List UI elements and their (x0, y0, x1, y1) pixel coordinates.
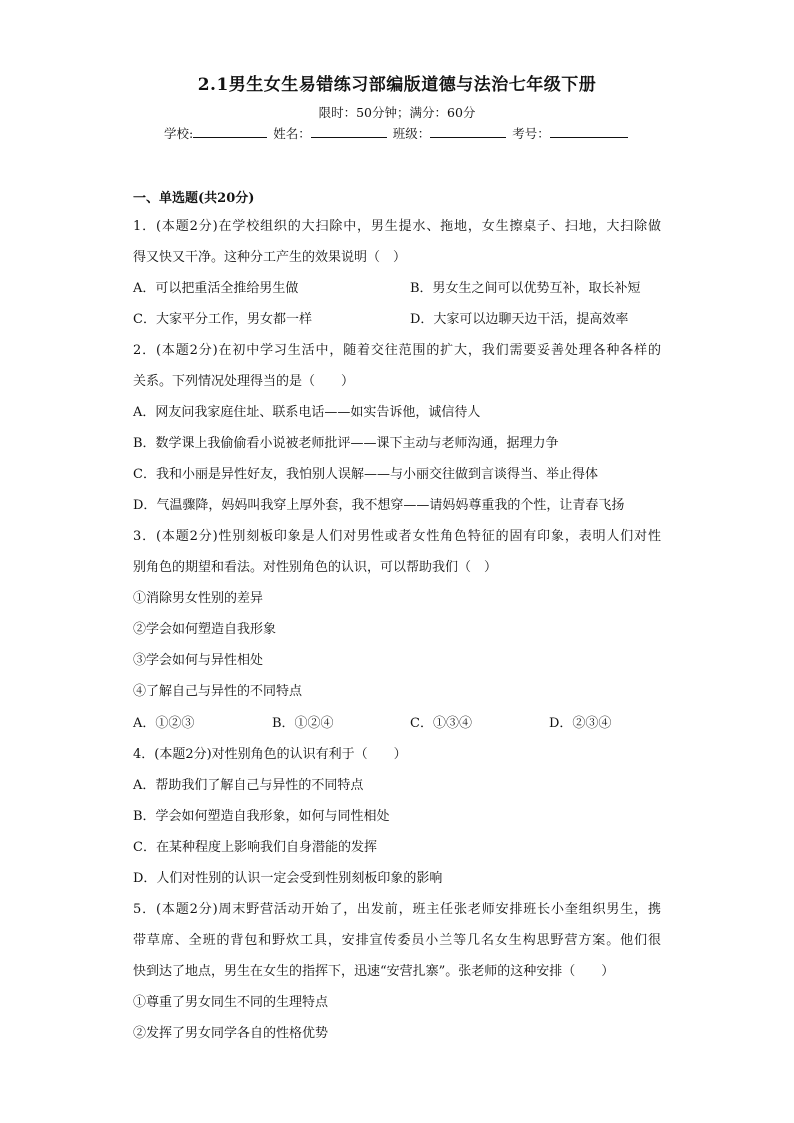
q1-option-c[interactable]: C．大家平分工作，男女都一样 (133, 312, 312, 327)
q1-option-a[interactable]: A．可以把重活全推给男生做 (133, 281, 299, 296)
q5-stem-line1: 5．(本题2分)周末野营活动开始了，出发前，班主任张老师安排班长小奎组织男生，携 (133, 902, 661, 917)
q5-item-2: ②发挥了男女同学各自的性格优势 (133, 1026, 329, 1041)
student-info-row (164, 124, 630, 142)
q3-stem-line1: 3．(本题2分)性别刻板印象是人们对男性或者女性角色特征的固有印象，表明人们对性 (133, 529, 661, 544)
q3-option-c[interactable]: C．①③④ (410, 716, 472, 731)
exam-number-blank[interactable] (550, 124, 628, 138)
q3-option-d[interactable]: D．②③④ (549, 716, 612, 731)
q5-stem-line3: 快到达了地点，男生在女生的指挥下，迅速“安营扎寨”。张老师的这种安排（ ） (133, 964, 615, 979)
q2-stem-line1: 2．(本题2分)在初中学习生活中，随着交往范围的扩大，我们需要妥善处理各种各样的 (133, 343, 661, 358)
exam-number-label: 考号： (512, 126, 550, 141)
q4-option-b[interactable]: B．学会如何塑造自我形象，如何与同性相处 (133, 809, 390, 824)
school-label: 学校: (164, 126, 194, 141)
q3-item-1: ①消除男女性别的差异 (133, 591, 264, 606)
q3-option-a[interactable]: A．①②③ (133, 716, 195, 731)
section-heading: 一、单选题(共20分) (133, 191, 255, 206)
time-score-info: 限时：50分钟；满分：60分 (318, 105, 476, 120)
class-label: 班级： (392, 126, 431, 141)
q3-stem-line2: 别角色的期望和看法。对性别角色的认识，可以帮助我们（ ） (133, 560, 498, 575)
q1-option-b[interactable]: B．男女生之间可以优势互补，取长补短 (410, 281, 641, 296)
school-blank[interactable] (193, 124, 267, 138)
q3-item-3: ③学会如何与异性相处 (133, 653, 264, 668)
q5-stem-line2: 带草席、全班的背包和野炊工具，安排宣传委员小兰等几名女生构思野营方案。他们很 (133, 933, 661, 948)
q2-option-d[interactable]: D．气温骤降，妈妈叫我穿上厚外套，我不想穿——请妈妈尊重我的个性，让青春飞扬 (133, 498, 625, 513)
page-title: 2.1男生女生易错练习部编版道德与法治七年级下册 (197, 75, 597, 95)
class-blank[interactable] (430, 124, 506, 138)
q3-option-b[interactable]: B．①②④ (272, 716, 334, 731)
q1-stem-line1: 1．(本题2分)在学校组织的大扫除中，男生提水、拖地，女生擦桌子、扫地，大扫除做 (133, 219, 661, 234)
q4-stem: 4．(本题2分)对性别角色的认识有利于（ ） (133, 747, 407, 762)
q4-option-a[interactable]: A．帮助我们了解自己与异性的不同特点 (133, 778, 364, 793)
q1-option-d[interactable]: D．大家可以边聊天边干活，提高效率 (410, 312, 629, 327)
q4-option-d[interactable]: D．人们对性别的认识一定会受到性别刻板印象的影响 (133, 871, 443, 886)
q4-option-c[interactable]: C．在某种程度上影响我们自身潜能的发挥 (133, 840, 377, 855)
q5-item-1: ①尊重了男女同生不同的生理特点 (133, 995, 329, 1010)
q1-stem-line2: 得又快又干净。这种分工产生的效果说明（ ） (133, 250, 407, 265)
q3-item-2: ②学会如何塑造自我形象 (133, 622, 277, 637)
q2-stem-line2: 关系。下列情况处理得当的是（ ） (133, 374, 355, 389)
q3-item-4: ④了解自己与异性的不同特点 (133, 684, 303, 699)
name-label: 姓名： (273, 126, 311, 141)
q2-option-a[interactable]: A．网友问我家庭住址、联系电话——如实告诉他，诚信待人 (133, 405, 481, 420)
q2-option-c[interactable]: C．我和小丽是异性好友，我怕别人误解——与小丽交往做到言谈得当、举止得体 (133, 467, 598, 482)
q2-option-b[interactable]: B．数学课上我偷偷看小说被老师批评——课下主动与老师沟通，据理力争 (133, 436, 559, 451)
name-blank[interactable] (311, 124, 387, 138)
